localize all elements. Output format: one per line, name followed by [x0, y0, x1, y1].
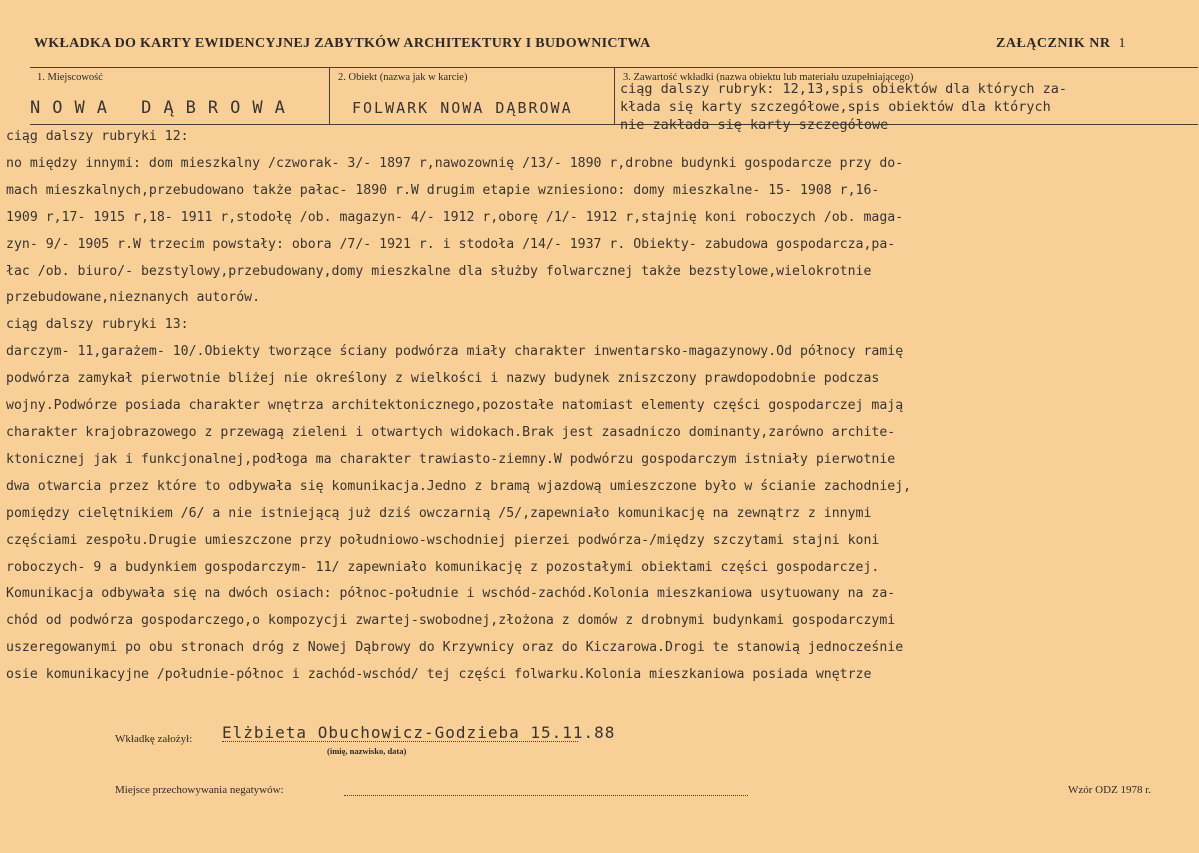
form-code: Wzór ODZ 1978 r. [1068, 784, 1152, 796]
annex-number: 1 [1118, 36, 1127, 51]
field-divider-2 [614, 67, 615, 124]
author-value: Elżbieta Obuchowicz-Godzieba 15.11.88 [222, 723, 616, 742]
negatives-dotted-line [344, 795, 748, 796]
body-line: osie komunikacyjne /południe-północ i zachód-wschód/ tej części folwarku.Kolonia mieszkaniowa posiada wnętrze [6, 667, 872, 683]
locality-label: 1. Miejscowość [37, 72, 103, 83]
body-line: podwórza zamykał pierwotnie bliżej nie określony z wielkości i nazwy budynek zniszczony prawdopodobnie podczas [6, 371, 880, 387]
body-line: wojny.Podwórze posiada charakter wnętrza architektonicznego,pozostałe natomiast elementy części gospodarczej mają [6, 398, 904, 414]
negatives-label: Miejsce przechowywania negatywów: [115, 784, 284, 796]
body-line: Komunikacja odbywała się na dwóch osiach: północ-południe i wschód-zachód.Kolonia mieszkaniowa usytuowany na za- [6, 586, 896, 602]
body-line: dwa otwarcia przez które to odbywała się komunikacja.Jedno z bramą wjazdową umieszczone było w ścianie zachodniej, [6, 478, 912, 494]
body-line: ktonicznej jak i funkcjonalnej,podłoga ma charakter trawiasto-ziemny.W podwórzu gospodarczym istniały pierwotnie [6, 451, 896, 467]
body-text [6, 124, 1196, 689]
content-line: kłada się karty szczegółowe,spis obiektów dla których [620, 99, 1051, 115]
body-line: darczym- 11,garażem- 10/.Obiekty tworzące ściany podwórza miały charakter inwentarsko-magazynowy.Od północy ramię [6, 344, 904, 360]
body-line: mach mieszkalnych,przebudowano także pałac- 1890 r.W drugim etapie wzniesiono: domy mieszkalne- 15- 1908 r,16- [6, 182, 880, 198]
body-line: roboczych- 9 a budynkiem gospodarczym- 11/ zapewniało komunikację z pozostałymi obiektami części gospodarczej. [6, 559, 880, 575]
body-line: częściami zespołu.Drugie umieszczone przy południowo-wschodniej pierzei podwórza-/między szczytami stajni koni [6, 532, 880, 548]
body-line: ciąg dalszy rubryki 12: [6, 129, 189, 144]
form-title: WKŁADKA DO KARTY EWIDENCYJNEJ ZABYTKÓW ARCHITEKTURY I BUDOWNICTWA [34, 36, 651, 51]
body-line: uszeregowanymi po obu stronach dróg z Nowej Dąbrowy do Krzywnicy oraz do Kiczarowa.Drogi te stanowią jednocześnie [6, 640, 904, 656]
content-line-struck: nie zakłada się karty szczegółowe [620, 117, 889, 133]
annex-label-text: ZAŁĄCZNIK NR [996, 36, 1111, 51]
body-line: charakter krajobrazowego z przewagą zieleni i otwartych widokach.Brak jest zasadniczo dominanty,zarówno archite- [6, 424, 896, 440]
body-line: zyn- 9/- 1905 r.W trzecim powstały: obora /7/- 1921 r. i stodoła /14/- 1937 r. Obiekty- zabudowa gospodarcza,pa- [6, 236, 896, 252]
object-value: FOLWARK NOWA DĄBROWA [352, 99, 573, 117]
author-label: Wkładkę założył: [115, 733, 193, 745]
content-line: ciąg dalszy rubryk: 12,13,spis obiektów dla których za- [620, 81, 1068, 97]
annex-label [996, 36, 1126, 52]
object-label: 2. Obiekt (nazwa jak w karcie) [338, 72, 468, 83]
body-line: 1909 r,17- 1915 r,18- 1911 r,stodołę /ob. magazyn- 4/- 1912 r,oborę /1/- 1912 r,stajnię koni roboczych /ob. maga- [6, 209, 904, 225]
content-label: 3. Zawartość wkładki (nazwa obiektu lub materiału uzupełniającego) [623, 72, 914, 83]
locality-value: NOWA DĄBROWA [30, 98, 297, 118]
body-line: łac /ob. biuro/- bezstylowy,przebudowany,domy mieszkalne dla służby folwarcznej także bezstylowe,wielokrotnie [6, 263, 872, 279]
body-line: przebudowane,nieznanych autorów. [6, 290, 261, 306]
body-line: chód od podwórza gospodarczego,o kompozycji zwartej-swobodnej,złożona z domów z drobnymi budynkami gospodarczymi [6, 613, 896, 629]
author-dotted-line [222, 741, 578, 742]
body-line: no między innymi: dom mieszkalny /czworak- 3/- 1897 r,nawozownię /13/- 1890 r,drobne budynki gospodarcze przy do- [6, 155, 904, 171]
author-sub-label: (imię, nazwisko, data) [327, 746, 407, 756]
body-line: ciąg dalszy rubryki 13: [6, 317, 189, 333]
field-divider-1 [329, 67, 330, 124]
body-line: pomiędzy cielętnikiem /6/ a nie istniejącą już dziś owczarnią /5/,zapewniało komunikację na zewnątrz z innymi [6, 505, 872, 521]
